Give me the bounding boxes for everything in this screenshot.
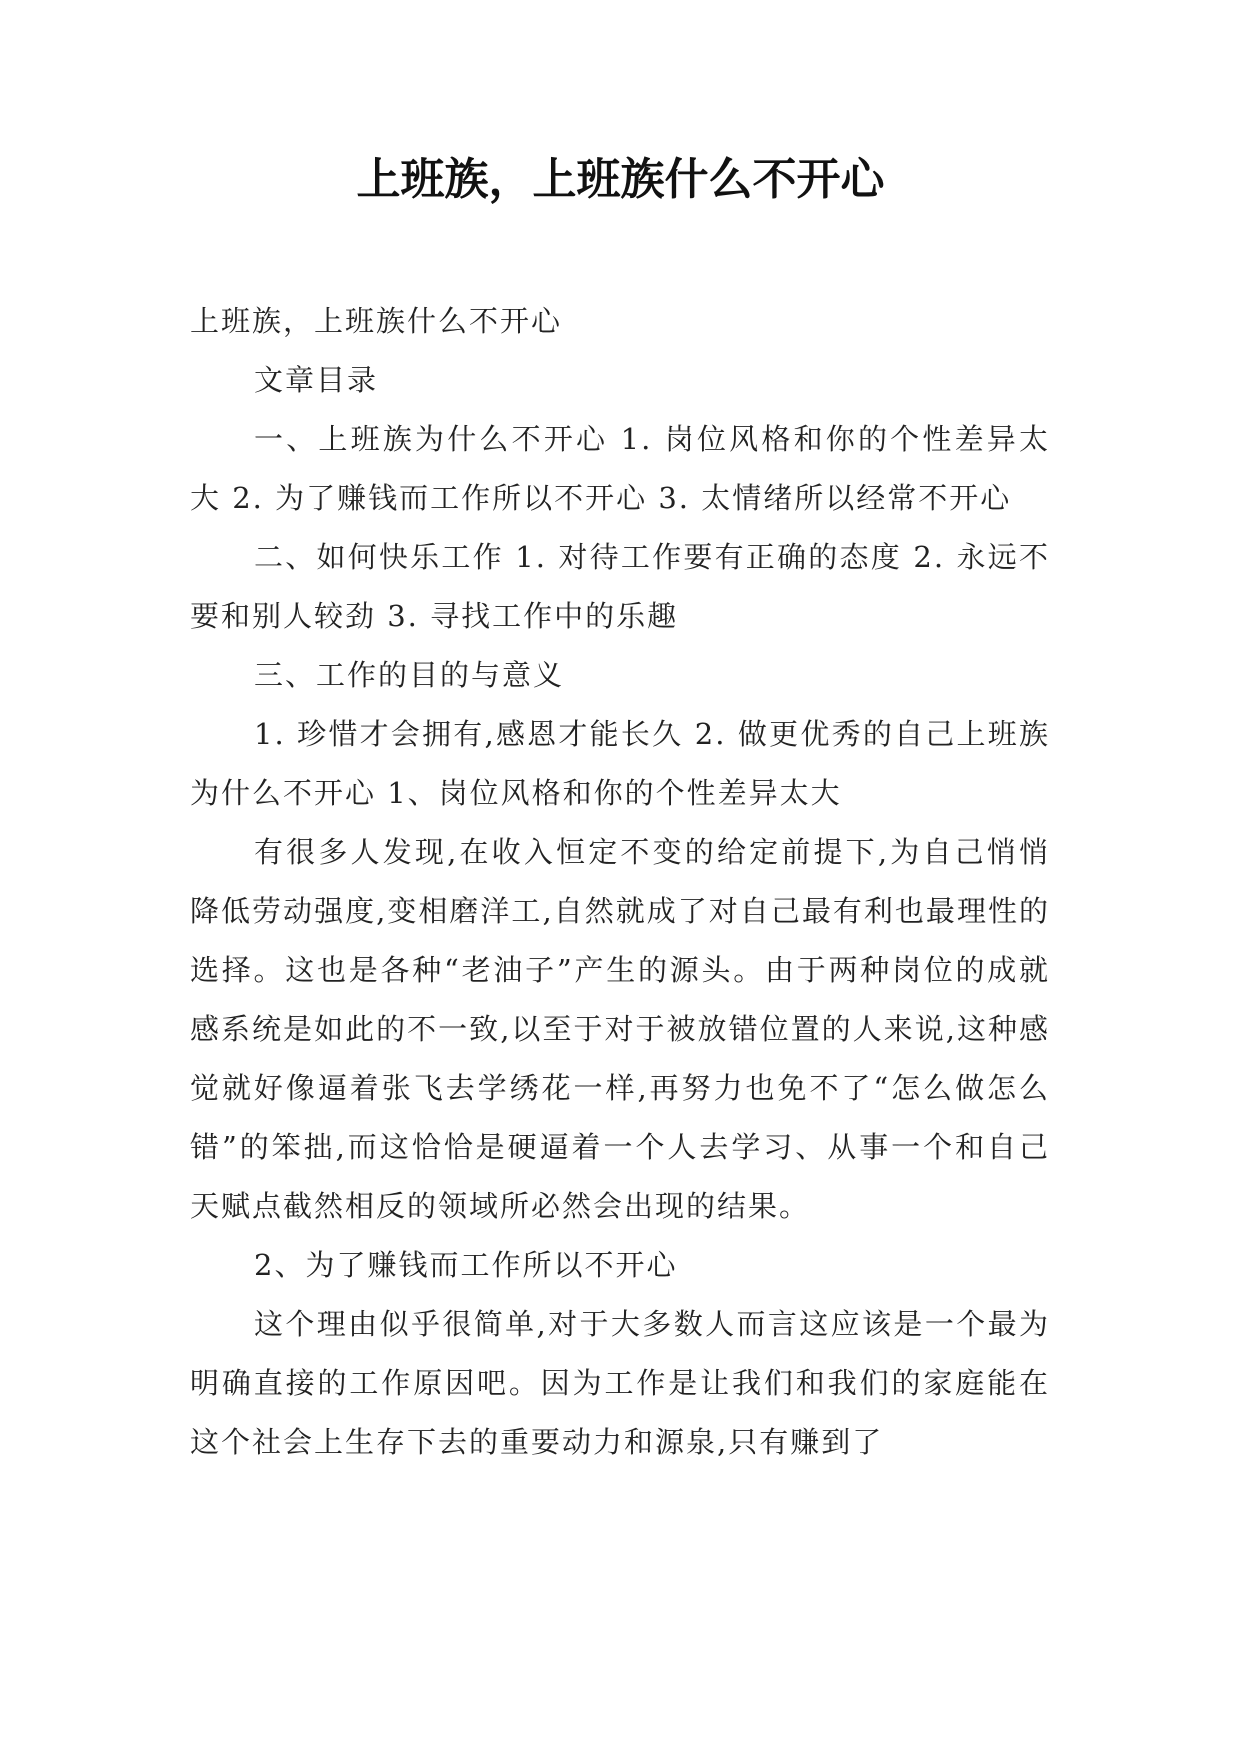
paragraph-body-2: 这个理由似乎很简单,对于大多数人而言这应该是一个最为明确直接的工作原因吧。因为工作是让我们和我们的家庭能在这个社会上生存下去的重要动力和源泉,只有赚到了 bbox=[190, 1307, 1050, 1459]
document-body bbox=[190, 292, 1050, 1472]
paragraph-toc-section-1: 一、上班族为什么不开心 1. 岗位风格和你的个性差异太大 2. 为了赚钱而工作所以不开心 3. 太情绪所以经常不开心 bbox=[190, 422, 1050, 515]
document-title: 上班族，上班族什么不开心 bbox=[356, 154, 885, 205]
paragraph-toc-section-3-items: 1. 珍惜才会拥有,感恩才能长久 2. 做更优秀的自己上班族为什么不开心 1、岗位风格和你的个性差异太大 bbox=[190, 717, 1050, 810]
paragraph-toc-section-3: 三、工作的目的与意义 bbox=[254, 658, 565, 692]
paragraph-toc-section-2: 二、如何快乐工作 1. 对待工作要有正确的态度 2. 永远不要和别人较劲 3. 寻找工作中的乐趣 bbox=[190, 540, 1050, 633]
paragraph-subheading-2: 2、为了赚钱而工作所以不开心 bbox=[254, 1248, 678, 1282]
paragraph-toc-label: 文章目录 bbox=[254, 363, 379, 397]
paragraph-body-1: 有很多人发现,在收入恒定不变的给定前提下,为自己悄悄降低劳动强度,变相磨洋工,自然就成了对自己最有利也最理性的选择。这也是各种“老油子”产生的源头。由于两种岗位的成就感系统是如此的不一致,以至于对于被放错位置的人来说,这种感觉就好像逼着张飞去学绣花一样,再努力也免不了“怎么做怎么错”的笨拙,而这恰恰是硬逼着一个人去学习、从事一个和自己天赋点截然相反的领域所必然会出现的结果。 bbox=[190, 835, 1050, 1223]
paragraph-heading-repeat: 上班族，上班族什么不开心 bbox=[190, 304, 563, 338]
